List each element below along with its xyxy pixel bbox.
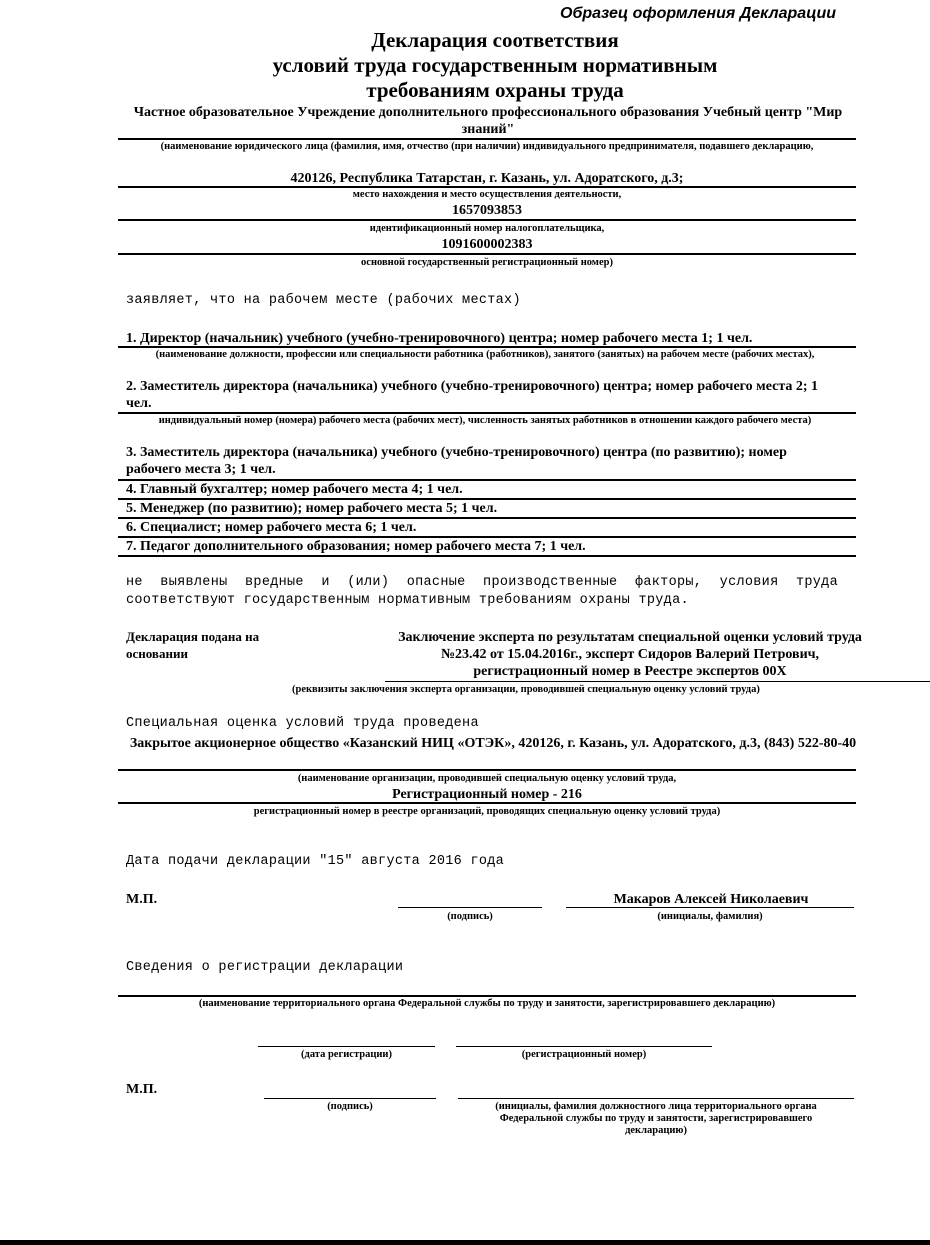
workplace-6: 6. Специалист; номер рабочего места 6; 1 чел. [126,520,417,535]
basis-label: Декларация подана на основании [126,629,260,661]
title-line-2: условий труда государственным нормативным [272,53,718,77]
assessment-label: Специальная оценка условий труда проведена [126,716,479,731]
assessment-reg: Регистрационный номер - 216 [392,787,582,802]
registration-date-caption: (дата регистрации) [301,1049,392,1060]
workplace-1: 1. Директор (начальник) учебного (учебно-тренировочного) центра; номер рабочего места 1; 1 чел. [126,331,753,346]
signature-caption-1: (подпись) [447,911,493,922]
workplace-caption-1: (наименование должности, профессии или специальности работника (работников), занятого (занятых) на рабочем месте (рабочих местах), [155,349,815,360]
org-name-caption: (наименование юридического лица (фамилия, имя, отчество (при наличии) индивидуального предпринимателя, подавшего декларацию, [160,141,814,152]
registration-number-caption: (регистрационный номер) [521,1049,647,1060]
workplace-4: 4. Главный бухгалтер; номер рабочего места 4; 1 чел. [126,482,463,497]
conclusion-text: не выявлены вредные и (или) опасные производственные факторы, условия труда соответствуют государственным нормативным требованиям охраны труда. [126,575,838,608]
submission-date: Дата подачи декларации "15" августа 2016 года [126,854,505,869]
stamp-place-1: М.П. [126,892,158,907]
org-ogrn: 1091600002383 [441,237,533,252]
assessment-org: Закрытое акционерное общество «Казанский НИЦ «ОТЭК», 420126, г. Казань, ул. Адоратского, д.3, (843) 522-80-40 [129,736,857,751]
title-line-3: требованиям охраны труда [366,78,624,102]
assessment-org-caption: (наименование организации, проводившей специальную оценку условий труда, [297,773,677,784]
workplace-5: 5. Менеджер (по развитию); номер рабочего места 5; 1 чел. [126,501,498,516]
registration-signature-caption: (подпись) [327,1101,373,1112]
basis-value: Заключение эксперта по результатам специальной оценки условий труда №23.42 от 15.04.2016г., эксперт Сидоров Валерий Петрович, регистрационный номер в Реестре экспертов 00Х [398,630,862,679]
document-title [190,28,800,103]
workplace-3: 3. Заместитель директора (начальника) учебного (учебно-тренировочного) центра (по развитию); номер рабочего места 3; 1 чел. [126,445,787,477]
sample-label: Образец оформления Декларации [560,5,837,22]
registration-organ-caption: (наименование территориального органа Федеральной службы по труду и занятости, зарегистрировавшего декларацию) [198,998,776,1009]
basis-caption: (реквизиты заключения эксперта организации, проводившей специальную оценку условий труда) [292,684,760,695]
title-line-1: Декларация соответствия [371,28,619,52]
org-address-caption: место нахождения и место осуществления деятельности, [352,189,622,200]
org-address: 420126, Республика Татарстан, г. Казань, ул. Адоратского, д.3; [290,171,684,186]
org-inn: 1657093853 [452,203,522,218]
declares-text: заявляет, что на рабочем месте (рабочих местах) [126,293,521,308]
stamp-place-2: М.П. [126,1082,158,1097]
workplace-7: 7. Педагог дополнительного образования; номер рабочего места 7; 1 чел. [126,539,586,554]
signer-name-caption: (инициалы, фамилия) [657,911,763,922]
org-inn-caption: идентификационный номер налогоплательщика, [369,223,605,234]
page-bottom-border [0,1240,930,1245]
workplace-2: 2. Заместитель директора (начальника) учебного (учебно-тренировочного) центра; номер рабочего места 2; 1 чел. [126,379,819,411]
workplace-caption-2: индивидуальный номер (номера) рабочего места (рабочих мест), численность занятых работников в отношении каждого рабочего места) [158,415,812,426]
registration-label: Сведения о регистрации декларации [126,960,404,975]
signer-name: Макаров Алексей Николаевич [613,892,809,907]
registration-official-caption: (инициалы, фамилия должностного лица территориального органа Федеральной службы по труду и занятости, зарегистрировавшего декларацию) [495,1101,817,1136]
assessment-reg-caption: регистрационный номер в реестре организаций, проводящих специальную оценку условий труда) [253,806,721,817]
org-name: Частное образовательное Учреждение дополнительного профессионального образования Учебный центр "Мир знаний" [133,105,843,137]
org-ogrn-caption: основной государственный регистрационный номер) [361,257,613,268]
